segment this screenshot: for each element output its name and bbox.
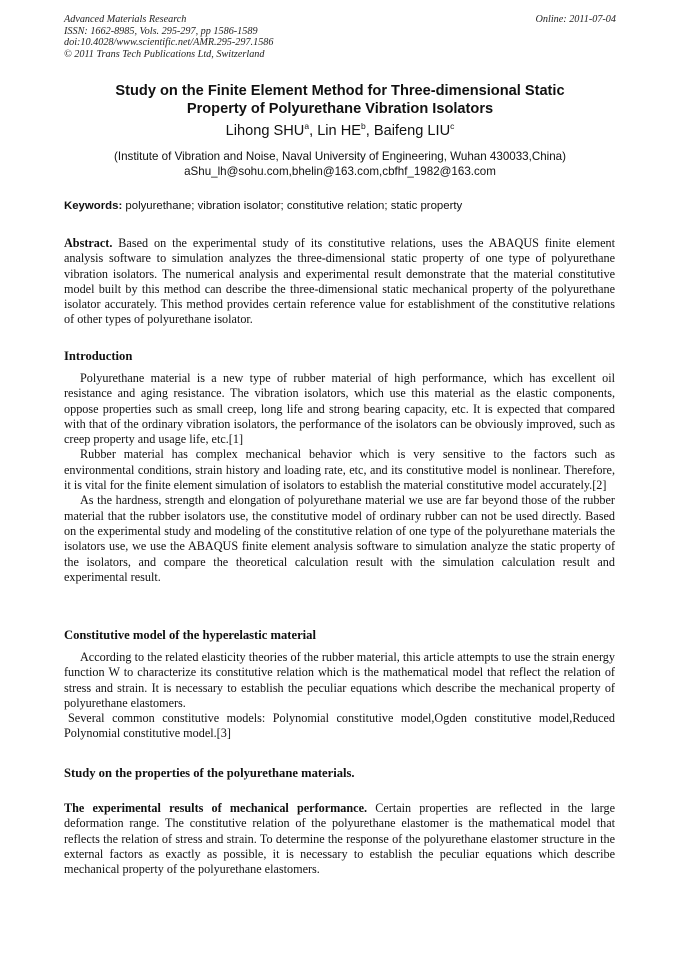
keywords-label: Keywords: — [64, 200, 123, 212]
title-line-1: Study on the Finite Element Method for Three-dimensional Static — [115, 83, 565, 99]
abstract-label: Abstract. — [64, 236, 113, 250]
abstract — [64, 236, 615, 328]
abstract-text: Based on the experimental study of its constitutive relations, uses the ABAQUS finite element analysis software to simulation analyzes the three-dimensional static property of one type of polyurethane vibration isolators. The numerical analysis and experimental result demonstrate that the material constitutive model built by this method can describe the three-dimensional static mechanical property of the polyurethane isolator accurately. This method provides certain reference value for establishment of the constitutive relations of other types of polyurethane isolator. — [64, 236, 615, 327]
experimental-results-body — [64, 801, 615, 877]
title-line-2: Property of Polyurethane Vibration Isolators — [186, 101, 494, 117]
author-affil-mark: c — [450, 121, 455, 131]
paper-title — [64, 82, 616, 118]
paragraph: As the hardness, strength and elongation of polyurethane material we use are far beyond those of the rubber material that the rubber isolators use, the constitutive model of ordinary rubber can not be used directly. Based on the experimental study and modeling of the constitutive relation of one type of the polyurethane materials the isolators use, we use the ABAQUS finite element analysis software to simulation analyze the static property of the isolators, and compare the theoretical calculation result with the simulation calculation result and experimental result. — [64, 493, 615, 584]
author-name: Lin HE — [317, 123, 361, 139]
paragraph-text: Certain properties are reflected in the large deformation range. The constitutive relation of the polyurethane elastomer is the mathematical model that reflects the relation of stress and strain. To determine the response of the polyurethane elastomer structure in the external factors as exactly as possible, it is necessary to establish the peculiar equations which describe mechanical property of the polyurethane elastomers. — [64, 801, 615, 877]
keywords — [64, 199, 616, 213]
author-name: Baifeng LIU — [373, 123, 451, 139]
constitutive-model-body — [64, 650, 615, 742]
section-heading-properties: Study on the properties of the polyurethane materials. — [64, 766, 355, 780]
affiliation: (Institute of Vibration and Noise, Naval University of Engineering, Wuhan 430033,China) — [114, 150, 566, 163]
copyright-line: © 2011 Trans Tech Publications Ltd, Switzerland — [64, 48, 265, 60]
paragraph — [64, 801, 615, 877]
section-heading-constitutive-model: Constitutive model of the hyperelastic material — [64, 628, 316, 642]
subsection-label: The experimental results of mechanical performance. — [64, 801, 368, 815]
keywords-text: polyurethane; vibration isolator; constitutive relation; static property — [122, 200, 463, 212]
author-affil-mark: b — [361, 121, 366, 131]
author-name: Lihong SHU — [225, 123, 305, 139]
author-emails: aShu_lh@sohu.com,bhelin@163.com,cbfhf_1982@163.com — [184, 165, 496, 179]
author-separator: , — [365, 123, 374, 139]
paragraph: According to the related elasticity theories of the rubber material, this article attempts to use the strain energy function W to characterize its constitutive relation which is the mathematical model that reflect the relation of stress and strain. It is necessary to establish the peculiar equations which describe the mechanical property of polyurethane elastomers. — [64, 650, 615, 710]
doi-line: doi:10.4028/www.scientific.net/AMR.295-297.1586 — [64, 37, 274, 49]
author-separator: , — [309, 123, 318, 139]
paragraph: Polyurethane material is a new type of rubber material of high performance, which has excellent oil resistance and aging resistance. The vibration isolators, which use this material as the elastic components, oppose properties such as small creep, long life and strong bearing capacity, etc. It is expected that compared with that of the ordinary vibration isolators, the performance of the isolators can be obviously improved, such as creep property and usage life, etc.[1] — [64, 371, 615, 447]
paragraph: Rubber material has complex mechanical behavior which is very sensitive to the factors such as environmental conditions, strain history and loading rate, etc, and its constitutive model is nonlinear. Therefore, it is vital for the finite element simulation of isolators to establish the material constitutive model accurately.[2] — [64, 447, 615, 493]
author-affil-mark: a — [304, 121, 310, 131]
issn-line: ISSN: 1662-8985, Vols. 295-297, pp 1586-1589 — [64, 25, 258, 37]
affiliation-block — [64, 149, 616, 180]
paragraph: Several common constitutive models: Polynomial constitutive model,Ogden constitutive model,Reduced Polynomial constitutive model.[3] — [64, 711, 615, 741]
author-list — [64, 122, 616, 140]
introduction-body — [64, 371, 615, 585]
section-heading-introduction: Introduction — [64, 349, 133, 363]
online-date: Online: 2011-07-04 — [535, 14, 616, 25]
journal-name: Advanced Materials Research — [64, 14, 187, 25]
journal-header — [64, 14, 616, 60]
